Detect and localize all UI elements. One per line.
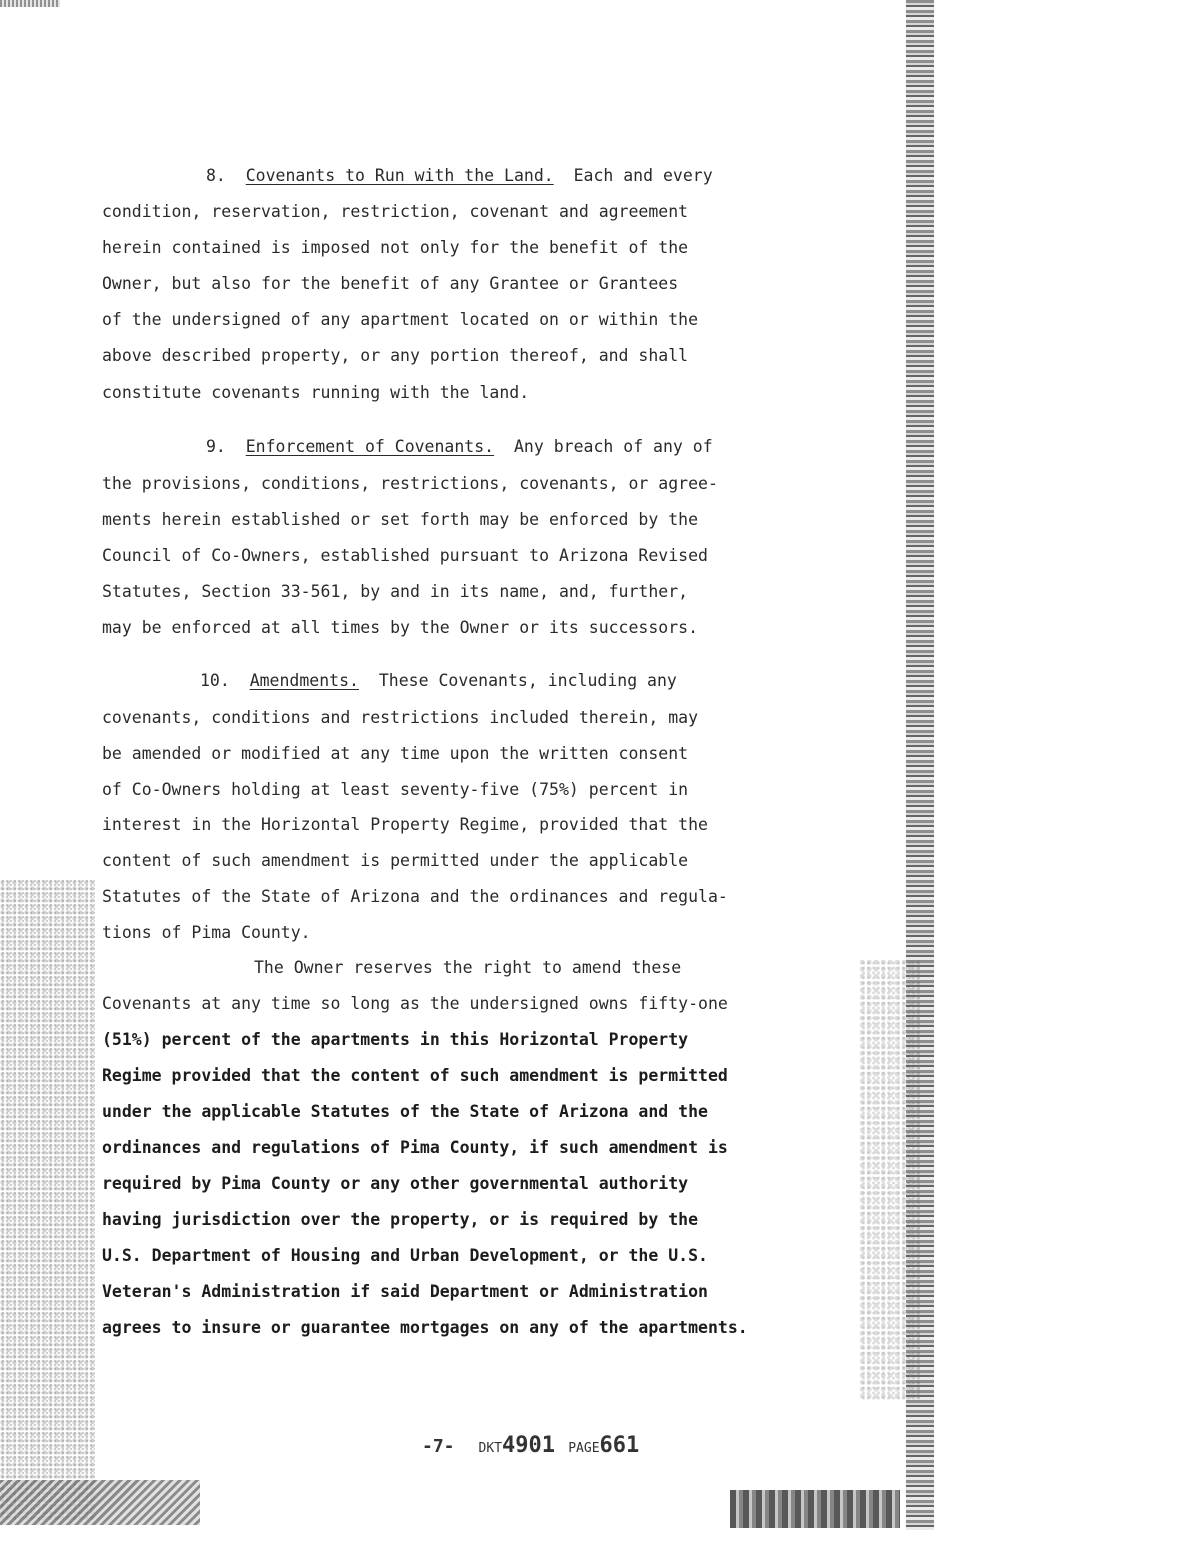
section-10-heading-line: [200, 671, 677, 691]
section-9-number: 9.: [206, 437, 226, 456]
section-8-line: herein contained is imposed not only for the benefit of the: [102, 238, 689, 257]
section-8-line: Owner, but also for the benefit of any Grantee or Grantees: [102, 274, 679, 293]
section-9-line: Statutes, Section 33-561, by and in its name, and, further,: [102, 582, 689, 601]
page-label: PAGE: [568, 1441, 600, 1456]
owner-paragraph-line: (51%) percent of the apartments in this Horizontal Property: [102, 1030, 689, 1049]
scan-artifact-bottom-right: [730, 1490, 900, 1528]
section-9-line: the provisions, conditions, restrictions, covenants, or agree-: [102, 474, 718, 493]
section-9-first-line-rest: Any breach of any of: [513, 437, 713, 456]
section-8-heading: Covenants to Run with the Land.: [245, 166, 554, 185]
docket-label: DKT: [478, 1441, 502, 1456]
section-9-line: may be enforced at all times by the Owner or its successors.: [102, 618, 699, 637]
section-8-line: of the undersigned of any apartment located on or within the: [102, 310, 699, 329]
section-10-heading: Amendments.: [249, 671, 359, 690]
section-8-line: above described property, or any portion thereof, and shall: [102, 346, 689, 365]
owner-paragraph-line: Covenants at any time so long as the undersigned owns fifty-one: [102, 994, 728, 1013]
section-10-line: interest in the Horizontal Property Regime, provided that the: [102, 815, 708, 834]
owner-paragraph-line: agrees to insure or guarantee mortgages on any of the apartments.: [102, 1318, 748, 1337]
section-10-number: 10.: [200, 671, 230, 690]
section-9-heading-line: [206, 437, 713, 457]
owner-paragraph-line: U.S. Department of Housing and Urban Development, or the U.S.: [102, 1246, 708, 1265]
section-8-first-line-rest: Each and every: [573, 166, 713, 185]
section-10-line: of Co-Owners holding at least seventy-five (75%) percent in: [102, 780, 689, 799]
owner-paragraph-line: required by Pima County or any other governmental authority: [102, 1174, 689, 1193]
section-10-line: covenants, conditions and restrictions included therein, may: [102, 708, 699, 727]
owner-paragraph-line: under the applicable Statutes of the State of Arizona and the: [102, 1102, 708, 1121]
docket-number: 4901: [502, 1433, 555, 1458]
section-9-line: ments herein established or set forth may be enforced by the: [102, 510, 699, 529]
page-footer: [422, 1433, 639, 1458]
scan-artifact-bottom-left: [0, 1480, 200, 1525]
scan-artifact-top: [0, 0, 60, 7]
section-8-number: 8.: [206, 166, 226, 185]
owner-paragraph-line: Veteran's Administration if said Department or Administration: [102, 1282, 708, 1301]
section-10-line: be amended or modified at any time upon the written consent: [102, 744, 689, 763]
section-9-line: Council of Co-Owners, established pursuant to Arizona Revised: [102, 546, 708, 565]
scan-noise-left: [0, 880, 95, 1520]
owner-paragraph-line: having jurisdiction over the property, or is required by the: [102, 1210, 699, 1229]
section-10-line: tions of Pima County.: [102, 923, 311, 942]
scan-noise-right: [860, 960, 920, 1400]
section-9-heading: Enforcement of Covenants.: [245, 437, 495, 456]
owner-paragraph-line: ordinances and regulations of Pima County, if such amendment is: [102, 1138, 728, 1157]
section-10-line: Statutes of the State of Arizona and the ordinances and regula-: [102, 887, 728, 906]
section-8-line: constitute covenants running with the land.: [102, 383, 530, 402]
section-8-heading-line: [206, 166, 713, 186]
owner-paragraph-first-line: The Owner reserves the right to amend these: [254, 958, 682, 977]
page-number: -7-: [422, 1436, 455, 1457]
page-reference: 661: [599, 1433, 640, 1458]
section-10-first-line-rest: These Covenants, including any: [378, 671, 677, 690]
owner-paragraph-line: Regime provided that the content of such amendment is permitted: [102, 1066, 728, 1085]
section-8-line: condition, reservation, restriction, covenant and agreement: [102, 202, 689, 221]
section-10-line: content of such amendment is permitted under the applicable: [102, 851, 689, 870]
